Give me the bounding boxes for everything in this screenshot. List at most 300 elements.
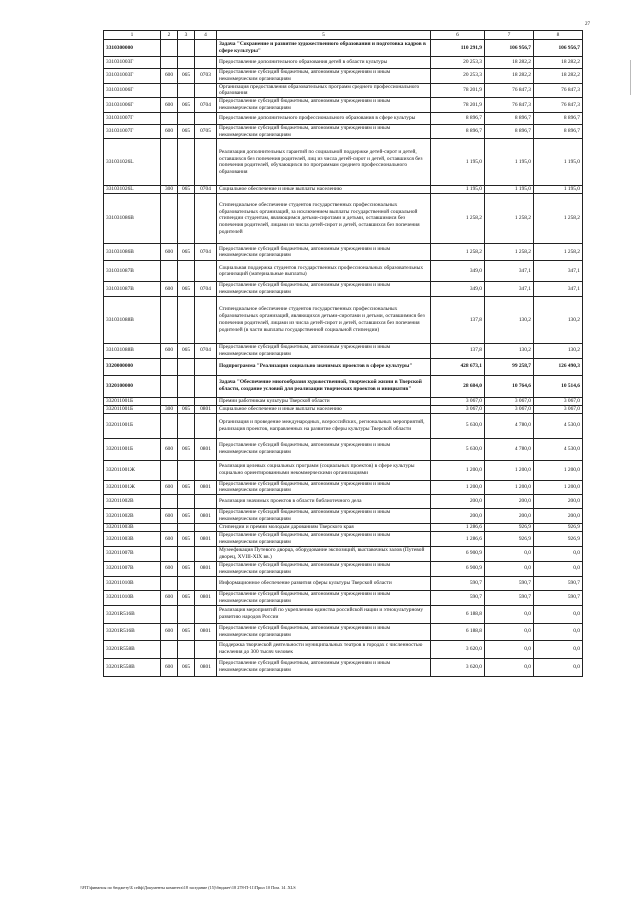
amount-col8-cell: 1 195,0 bbox=[534, 139, 583, 186]
department-cell bbox=[178, 194, 195, 244]
expense-type-cell: 600 bbox=[161, 480, 178, 495]
expense-type-cell bbox=[161, 576, 178, 590]
description-cell: Социальная поддержка студентов государственных профессиональных образовательных организаций (материальные выплаты) bbox=[217, 261, 431, 282]
table-row bbox=[104, 405, 583, 413]
expense-type-cell: 300 bbox=[161, 186, 178, 194]
department-cell: 065 bbox=[178, 405, 195, 413]
amount-col8-cell: 590,7 bbox=[534, 576, 583, 590]
code: 331031007Г bbox=[104, 124, 161, 139]
section-cell bbox=[195, 397, 217, 405]
section-cell: 0705 bbox=[195, 124, 217, 139]
amount-col6-cell: 28 684,0 bbox=[431, 375, 485, 397]
department-cell: 065 bbox=[178, 244, 195, 261]
table-row bbox=[104, 261, 583, 282]
amount-col8-cell: 0,0 bbox=[534, 658, 583, 676]
section-cell: 0704 bbox=[195, 98, 217, 113]
amount-col8-cell: 926,9 bbox=[534, 524, 583, 532]
section-cell: 0704 bbox=[195, 186, 217, 194]
code: 332011010В bbox=[104, 590, 161, 605]
department-cell: 065 bbox=[178, 480, 195, 495]
amount-col6-cell: 137,8 bbox=[431, 296, 485, 343]
amount-col8-cell: 3 067,0 bbox=[534, 405, 583, 413]
code: 331031026L bbox=[104, 186, 161, 194]
expense-type-cell: 600 bbox=[161, 438, 178, 460]
header-cell: 3 bbox=[178, 31, 195, 40]
section-cell: 0801 bbox=[195, 561, 217, 576]
code: 331031003Г bbox=[104, 69, 161, 84]
table-row bbox=[104, 623, 583, 640]
amount-col7-cell: 18 282,2 bbox=[485, 69, 534, 84]
department-cell bbox=[178, 546, 195, 561]
code: 332011003В bbox=[104, 532, 161, 547]
description-cell: Предоставление дополнительного образования детей в области культуры bbox=[217, 57, 431, 69]
table-row bbox=[104, 83, 583, 98]
expense-type-cell bbox=[161, 524, 178, 532]
amount-col6-cell: 6 188,8 bbox=[431, 623, 485, 640]
amount-col7-cell: 76 847,3 bbox=[485, 98, 534, 113]
expense-type-cell bbox=[161, 460, 178, 480]
table-row bbox=[104, 244, 583, 261]
amount-col6-cell: 78 201,9 bbox=[431, 98, 485, 113]
amount-col8-cell: 10 514,6 bbox=[534, 375, 583, 397]
description-cell: Информационное обеспечение развития сферы культуры Тверской области bbox=[217, 576, 431, 590]
expense-type-cell: 600 bbox=[161, 244, 178, 261]
table-row bbox=[104, 112, 583, 124]
amount-col6-cell: 200,0 bbox=[431, 509, 485, 524]
amount-col8-cell: 130,2 bbox=[534, 343, 583, 358]
description-cell: Предоставление субсидий бюджетным, автономным учреждениям и иным некоммерческим организациям bbox=[217, 244, 431, 261]
section-cell bbox=[195, 460, 217, 480]
amount-col7-cell: 1 195,0 bbox=[485, 139, 534, 186]
amount-col6-cell: 8 896,7 bbox=[431, 124, 485, 139]
amount-col7-cell: 18 282,2 bbox=[485, 57, 534, 69]
budget-table bbox=[103, 30, 583, 677]
file-path-footer: \\FIT\финансы по бюджету\Б сейф\Документы комитета\18 заседание (15)\бюджет\18 278-П-11\Прил 10 Пом. 14 .XLS bbox=[80, 885, 296, 890]
code: 3320000000 bbox=[104, 358, 161, 375]
scan-edge-mark bbox=[630, 60, 631, 95]
description-cell: Предоставление субсидий бюджетным, автономным учреждениям и иным некоммерческим организациям bbox=[217, 69, 431, 84]
table-row bbox=[104, 296, 583, 343]
header-cell: 5 bbox=[217, 31, 431, 40]
header-cell: 4 bbox=[195, 31, 217, 40]
table-row bbox=[104, 438, 583, 460]
amount-col6-cell: 1 258,2 bbox=[431, 244, 485, 261]
expense-type-cell: 600 bbox=[161, 561, 178, 576]
description-cell: Музеефикация Путевого дворца, оборудование экспозиций, выставочных залов (Путевой дворец, XVIII-XIX вв.) bbox=[217, 546, 431, 561]
description-cell: Реализация дополнительных гарантий по социальной поддержке детей-сирот и детей, оставшихся без попечения родителей, лиц из числа детей-сирот и детей, оставшихся без попечения родителей, обучающихся по программам среднего профессионального образования bbox=[217, 139, 431, 186]
description-cell: Стипендиальное обеспечение студентов государственных профессиональных образовательных организаций, за исключением выплаты государственной социальной стипендии студентам, являющимся детьми-сиротами и детьми, оставшимися без попечения родителей, лицами из числа детей-сирот и детей, оставшихся без попечения родителей bbox=[217, 194, 431, 244]
amount-col6-cell: 349,0 bbox=[431, 282, 485, 297]
amount-col6-cell: 428 673,1 bbox=[431, 358, 485, 375]
description-cell: Организация предоставления образовательных программ среднего профессионального образования bbox=[217, 83, 431, 98]
amount-col7-cell: 1 258,2 bbox=[485, 244, 534, 261]
amount-col7-cell: 0,0 bbox=[485, 605, 534, 623]
amount-col7-cell: 4 780,0 bbox=[485, 438, 534, 460]
department-cell bbox=[178, 576, 195, 590]
section-cell: 0801 bbox=[195, 658, 217, 676]
expense-type-cell bbox=[161, 413, 178, 438]
description-cell: Задача "Сохранение и развитие художественного образования и подготовка кадров в сфере культуры" bbox=[217, 40, 431, 57]
expense-type-cell bbox=[161, 358, 178, 375]
table-row bbox=[104, 605, 583, 623]
amount-col7-cell: 0,0 bbox=[485, 640, 534, 658]
amount-col8-cell: 130,2 bbox=[534, 296, 583, 343]
code: 331031006Г bbox=[104, 98, 161, 113]
amount-col6-cell: 20 253,3 bbox=[431, 57, 485, 69]
description-cell: Предоставление субсидий бюджетным, автономным учреждениям и иным некоммерческим организациям bbox=[217, 480, 431, 495]
section-cell: 0801 bbox=[195, 405, 217, 413]
expense-type-cell: 600 bbox=[161, 69, 178, 84]
amount-col7-cell: 8 896,7 bbox=[485, 112, 534, 124]
description-cell: Реализация значимых проектов в области библиотечного дела bbox=[217, 495, 431, 509]
amount-col7-cell: 0,0 bbox=[485, 561, 534, 576]
section-cell bbox=[195, 358, 217, 375]
department-cell: 065 bbox=[178, 343, 195, 358]
amount-col7-cell: 3 067,0 bbox=[485, 397, 534, 405]
header-row bbox=[104, 31, 583, 40]
amount-col8-cell: 76 847,3 bbox=[534, 98, 583, 113]
amount-col7-cell: 347,1 bbox=[485, 261, 534, 282]
table-row bbox=[104, 546, 583, 561]
amount-col8-cell: 347,1 bbox=[534, 261, 583, 282]
amount-col8-cell: 8 896,7 bbox=[534, 112, 583, 124]
amount-col7-cell: 1 195,0 bbox=[485, 186, 534, 194]
description-cell: Предоставление субсидий бюджетным, автономным учреждениям и иным некоммерческим организациям bbox=[217, 561, 431, 576]
table-row bbox=[104, 40, 583, 57]
amount-col7-cell: 1 258,2 bbox=[485, 194, 534, 244]
table-row bbox=[104, 480, 583, 495]
table-row bbox=[104, 69, 583, 84]
description-cell: Предоставление дополнительного профессионального образования в сфере культуры bbox=[217, 112, 431, 124]
department-cell: 065 bbox=[178, 124, 195, 139]
description-cell: Стипендии и премии молодым дарованиям Тверского края bbox=[217, 524, 431, 532]
department-cell: 065 bbox=[178, 69, 195, 84]
amount-col6-cell: 20 253,3 bbox=[431, 69, 485, 84]
amount-col7-cell: 0,0 bbox=[485, 658, 534, 676]
amount-col7-cell: 3 067,0 bbox=[485, 405, 534, 413]
amount-col7-cell: 106 956,7 bbox=[485, 40, 534, 57]
section-cell bbox=[195, 57, 217, 69]
department-cell: 065 bbox=[178, 186, 195, 194]
amount-col8-cell: 18 282,2 bbox=[534, 57, 583, 69]
description-cell: Предоставление субсидий бюджетным, автономным учреждениям и иным некоммерческим организациям bbox=[217, 438, 431, 460]
section-cell bbox=[195, 495, 217, 509]
section-cell bbox=[195, 576, 217, 590]
table-row bbox=[104, 640, 583, 658]
amount-col8-cell: 8 896,7 bbox=[534, 124, 583, 139]
amount-col6-cell: 110 291,9 bbox=[431, 40, 485, 57]
amount-col6-cell: 590,7 bbox=[431, 576, 485, 590]
section-cell bbox=[195, 413, 217, 438]
code: 3320100000 bbox=[104, 375, 161, 397]
amount-col6-cell: 1 286,6 bbox=[431, 532, 485, 547]
table-row bbox=[104, 139, 583, 186]
amount-col8-cell: 347,1 bbox=[534, 282, 583, 297]
table-row bbox=[104, 98, 583, 113]
code: 3310300000 bbox=[104, 40, 161, 57]
code: 332011007В bbox=[104, 561, 161, 576]
expense-type-cell bbox=[161, 40, 178, 57]
table-row bbox=[104, 524, 583, 532]
department-cell bbox=[178, 358, 195, 375]
section-cell: 0801 bbox=[195, 480, 217, 495]
table-row bbox=[104, 532, 583, 547]
table-row bbox=[104, 375, 583, 397]
amount-col7-cell: 200,0 bbox=[485, 509, 534, 524]
expense-type-cell: 600 bbox=[161, 590, 178, 605]
table-row bbox=[104, 343, 583, 358]
amount-col8-cell: 18 282,2 bbox=[534, 69, 583, 84]
department-cell: 065 bbox=[178, 561, 195, 576]
header-cell: 6 bbox=[431, 31, 485, 40]
description-cell: Предоставление субсидий бюджетным, автономным учреждениям и иным некоммерческим организациям bbox=[217, 623, 431, 640]
expense-type-cell: 600 bbox=[161, 98, 178, 113]
description-cell: Предоставление субсидий бюджетным, автономным учреждениям и иным некоммерческим организациям bbox=[217, 343, 431, 358]
amount-col8-cell: 926,9 bbox=[534, 532, 583, 547]
amount-col6-cell: 6 188,8 bbox=[431, 605, 485, 623]
amount-col7-cell: 0,0 bbox=[485, 623, 534, 640]
amount-col8-cell: 126 490,3 bbox=[534, 358, 583, 375]
description-cell: Предоставление субсидий бюджетным, автономным учреждениям и иным некоммерческим организациям bbox=[217, 98, 431, 113]
amount-col6-cell: 590,7 bbox=[431, 590, 485, 605]
amount-col7-cell: 10 764,6 bbox=[485, 375, 534, 397]
amount-col8-cell: 4 530,0 bbox=[534, 413, 583, 438]
code: 331031087В bbox=[104, 261, 161, 282]
table-row bbox=[104, 495, 583, 509]
expense-type-cell: 600 bbox=[161, 124, 178, 139]
code: 332011007В bbox=[104, 546, 161, 561]
amount-col8-cell: 200,0 bbox=[534, 509, 583, 524]
expense-type-cell: 600 bbox=[161, 509, 178, 524]
amount-col8-cell: 0,0 bbox=[534, 546, 583, 561]
table-row bbox=[104, 186, 583, 194]
description-cell: Предоставление субсидий бюджетным, автономным учреждениям и иным некоммерческим организациям bbox=[217, 590, 431, 605]
amount-col6-cell: 1 200,0 bbox=[431, 460, 485, 480]
description-cell: Реализация целевых социальных программ (социальных проектов) в сфере культуры социально ориентированными некоммерческими организациями bbox=[217, 460, 431, 480]
table-row bbox=[104, 358, 583, 375]
department-cell bbox=[178, 83, 195, 98]
table-body bbox=[104, 40, 583, 677]
expense-type-cell: 600 bbox=[161, 343, 178, 358]
amount-col6-cell: 6 900,9 bbox=[431, 561, 485, 576]
table-row bbox=[104, 561, 583, 576]
section-cell bbox=[195, 296, 217, 343]
department-cell: 065 bbox=[178, 509, 195, 524]
amount-col7-cell: 926,9 bbox=[485, 532, 534, 547]
amount-col7-cell: 76 847,3 bbox=[485, 83, 534, 98]
amount-col6-cell: 5 630,0 bbox=[431, 438, 485, 460]
amount-col8-cell: 76 847,3 bbox=[534, 83, 583, 98]
table-row bbox=[104, 658, 583, 676]
description-cell: Организация и проведение международных, всероссийских, региональных мероприятий, реализация проектов, направленных на развитие сферы культуры Тверской области bbox=[217, 413, 431, 438]
amount-col7-cell: 130,2 bbox=[485, 343, 534, 358]
section-cell bbox=[195, 194, 217, 244]
amount-col8-cell: 0,0 bbox=[534, 640, 583, 658]
code: 332011001Б bbox=[104, 413, 161, 438]
code: 332011001Б bbox=[104, 405, 161, 413]
department-cell bbox=[178, 605, 195, 623]
amount-col7-cell: 4 780,0 bbox=[485, 413, 534, 438]
expense-type-cell bbox=[161, 194, 178, 244]
amount-col8-cell: 0,0 bbox=[534, 561, 583, 576]
amount-col7-cell: 590,7 bbox=[485, 576, 534, 590]
amount-col6-cell: 5 630,0 bbox=[431, 413, 485, 438]
amount-col7-cell: 8 896,7 bbox=[485, 124, 534, 139]
amount-col8-cell: 590,7 bbox=[534, 590, 583, 605]
expense-type-cell bbox=[161, 139, 178, 186]
department-cell bbox=[178, 296, 195, 343]
amount-col8-cell: 1 200,0 bbox=[534, 460, 583, 480]
department-cell: 065 bbox=[178, 658, 195, 676]
department-cell bbox=[178, 112, 195, 124]
department-cell bbox=[178, 261, 195, 282]
department-cell bbox=[178, 375, 195, 397]
amount-col6-cell: 200,0 bbox=[431, 495, 485, 509]
header-cell: 8 bbox=[534, 31, 583, 40]
amount-col6-cell: 1 258,2 bbox=[431, 194, 485, 244]
department-cell bbox=[178, 640, 195, 658]
table-row bbox=[104, 282, 583, 297]
expense-type-cell bbox=[161, 640, 178, 658]
code: 332011003В bbox=[104, 524, 161, 532]
amount-col6-cell: 6 900,9 bbox=[431, 546, 485, 561]
section-cell: 0704 bbox=[195, 282, 217, 297]
section-cell: 0801 bbox=[195, 438, 217, 460]
department-cell bbox=[178, 57, 195, 69]
section-cell bbox=[195, 40, 217, 57]
department-cell bbox=[178, 413, 195, 438]
amount-col7-cell: 1 200,0 bbox=[485, 460, 534, 480]
department-cell: 065 bbox=[178, 98, 195, 113]
code: 33201R516В bbox=[104, 605, 161, 623]
section-cell bbox=[195, 261, 217, 282]
department-cell: 065 bbox=[178, 532, 195, 547]
amount-col7-cell: 347,1 bbox=[485, 282, 534, 297]
amount-col7-cell: 130,2 bbox=[485, 296, 534, 343]
code: 332011001Ж bbox=[104, 480, 161, 495]
code: 33201R558В bbox=[104, 658, 161, 676]
amount-col7-cell: 590,7 bbox=[485, 590, 534, 605]
code: 33201R516В bbox=[104, 623, 161, 640]
amount-col6-cell: 349,0 bbox=[431, 261, 485, 282]
table-row bbox=[104, 57, 583, 69]
department-cell bbox=[178, 495, 195, 509]
department-cell: 065 bbox=[178, 282, 195, 297]
code: 332011010В bbox=[104, 576, 161, 590]
expense-type-cell bbox=[161, 495, 178, 509]
description-cell: Предоставление субсидий бюджетным, автономным учреждениям и иным некоммерческим организациям bbox=[217, 509, 431, 524]
department-cell: 065 bbox=[178, 438, 195, 460]
expense-type-cell: 600 bbox=[161, 658, 178, 676]
description-cell: Поддержка творческой деятельности муниципальных театров в городах с численностью населения до 300 тысяч человек bbox=[217, 640, 431, 658]
table-row bbox=[104, 194, 583, 244]
description-cell: Предоставление субсидий бюджетным, автономным учреждениям и иным некоммерческим организациям bbox=[217, 282, 431, 297]
amount-col8-cell: 3 067,0 bbox=[534, 397, 583, 405]
description-cell: Социальное обеспечение и иные выплаты населению bbox=[217, 405, 431, 413]
code: 331031003Г bbox=[104, 57, 161, 69]
description-cell: Задача "Обеспечение многообразия художественной, творческой жизни в Тверской области, создание условий для реализации творческих проектов и инициатив" bbox=[217, 375, 431, 397]
section-cell bbox=[195, 139, 217, 186]
section-cell bbox=[195, 546, 217, 561]
code: 331031007Г bbox=[104, 112, 161, 124]
amount-col6-cell: 137,8 bbox=[431, 343, 485, 358]
expense-type-cell bbox=[161, 546, 178, 561]
amount-col8-cell: 106 956,7 bbox=[534, 40, 583, 57]
code: 331031086В bbox=[104, 194, 161, 244]
page-number: 27 bbox=[585, 22, 590, 27]
expense-type-cell: 300 bbox=[161, 405, 178, 413]
section-cell bbox=[195, 375, 217, 397]
department-cell bbox=[178, 397, 195, 405]
expense-type-cell bbox=[161, 605, 178, 623]
amount-col8-cell: 1 258,2 bbox=[534, 244, 583, 261]
code: 332011002В bbox=[104, 509, 161, 524]
code: 332011002В bbox=[104, 495, 161, 509]
code: 33201R558В bbox=[104, 640, 161, 658]
amount-col7-cell: 0,0 bbox=[485, 546, 534, 561]
section-cell bbox=[195, 605, 217, 623]
amount-col6-cell: 3 620,0 bbox=[431, 658, 485, 676]
amount-col6-cell: 1 195,0 bbox=[431, 186, 485, 194]
code: 332011001Ж bbox=[104, 460, 161, 480]
description-cell: Премии работникам культуры Тверской области bbox=[217, 397, 431, 405]
expense-type-cell bbox=[161, 261, 178, 282]
header-cell: 1 bbox=[104, 31, 161, 40]
table-row bbox=[104, 397, 583, 405]
amount-col7-cell: 200,0 bbox=[485, 495, 534, 509]
table-row bbox=[104, 413, 583, 438]
expense-type-cell bbox=[161, 57, 178, 69]
table-row bbox=[104, 576, 583, 590]
section-cell: 0801 bbox=[195, 590, 217, 605]
code: 332011001Б bbox=[104, 438, 161, 460]
department-cell bbox=[178, 460, 195, 480]
header-cell: 2 bbox=[161, 31, 178, 40]
department-cell bbox=[178, 524, 195, 532]
amount-col6-cell: 1 286,6 bbox=[431, 524, 485, 532]
section-cell bbox=[195, 112, 217, 124]
description-cell: Предоставление субсидий бюджетным, автономным учреждениям и иным некоммерческим организациям bbox=[217, 124, 431, 139]
department-cell: 065 bbox=[178, 623, 195, 640]
code: 331031006Г bbox=[104, 83, 161, 98]
amount-col7-cell: 1 200,0 bbox=[485, 480, 534, 495]
table-row bbox=[104, 124, 583, 139]
section-cell bbox=[195, 524, 217, 532]
department-cell bbox=[178, 139, 195, 186]
table-row bbox=[104, 509, 583, 524]
expense-type-cell: 600 bbox=[161, 532, 178, 547]
description-cell: Предоставление субсидий бюджетным, автономным учреждениям и иным некоммерческим организациям bbox=[217, 532, 431, 547]
amount-col6-cell: 8 896,7 bbox=[431, 112, 485, 124]
section-cell: 0704 bbox=[195, 244, 217, 261]
description-cell: Подпрограмма "Реализация социально значимых проектов в сфере культуры" bbox=[217, 358, 431, 375]
amount-col6-cell: 78 201,9 bbox=[431, 83, 485, 98]
amount-col7-cell: 99 258,7 bbox=[485, 358, 534, 375]
expense-type-cell bbox=[161, 375, 178, 397]
amount-col6-cell: 3 620,0 bbox=[431, 640, 485, 658]
code: 331031087В bbox=[104, 282, 161, 297]
amount-col8-cell: 1 200,0 bbox=[534, 480, 583, 495]
section-cell: 0704 bbox=[195, 343, 217, 358]
amount-col8-cell: 0,0 bbox=[534, 605, 583, 623]
section-cell: 0801 bbox=[195, 623, 217, 640]
expense-type-cell: 600 bbox=[161, 623, 178, 640]
amount-col6-cell: 3 067,0 bbox=[431, 397, 485, 405]
expense-type-cell bbox=[161, 296, 178, 343]
amount-col6-cell: 1 200,0 bbox=[431, 480, 485, 495]
expense-type-cell bbox=[161, 397, 178, 405]
section-cell: 0801 bbox=[195, 532, 217, 547]
